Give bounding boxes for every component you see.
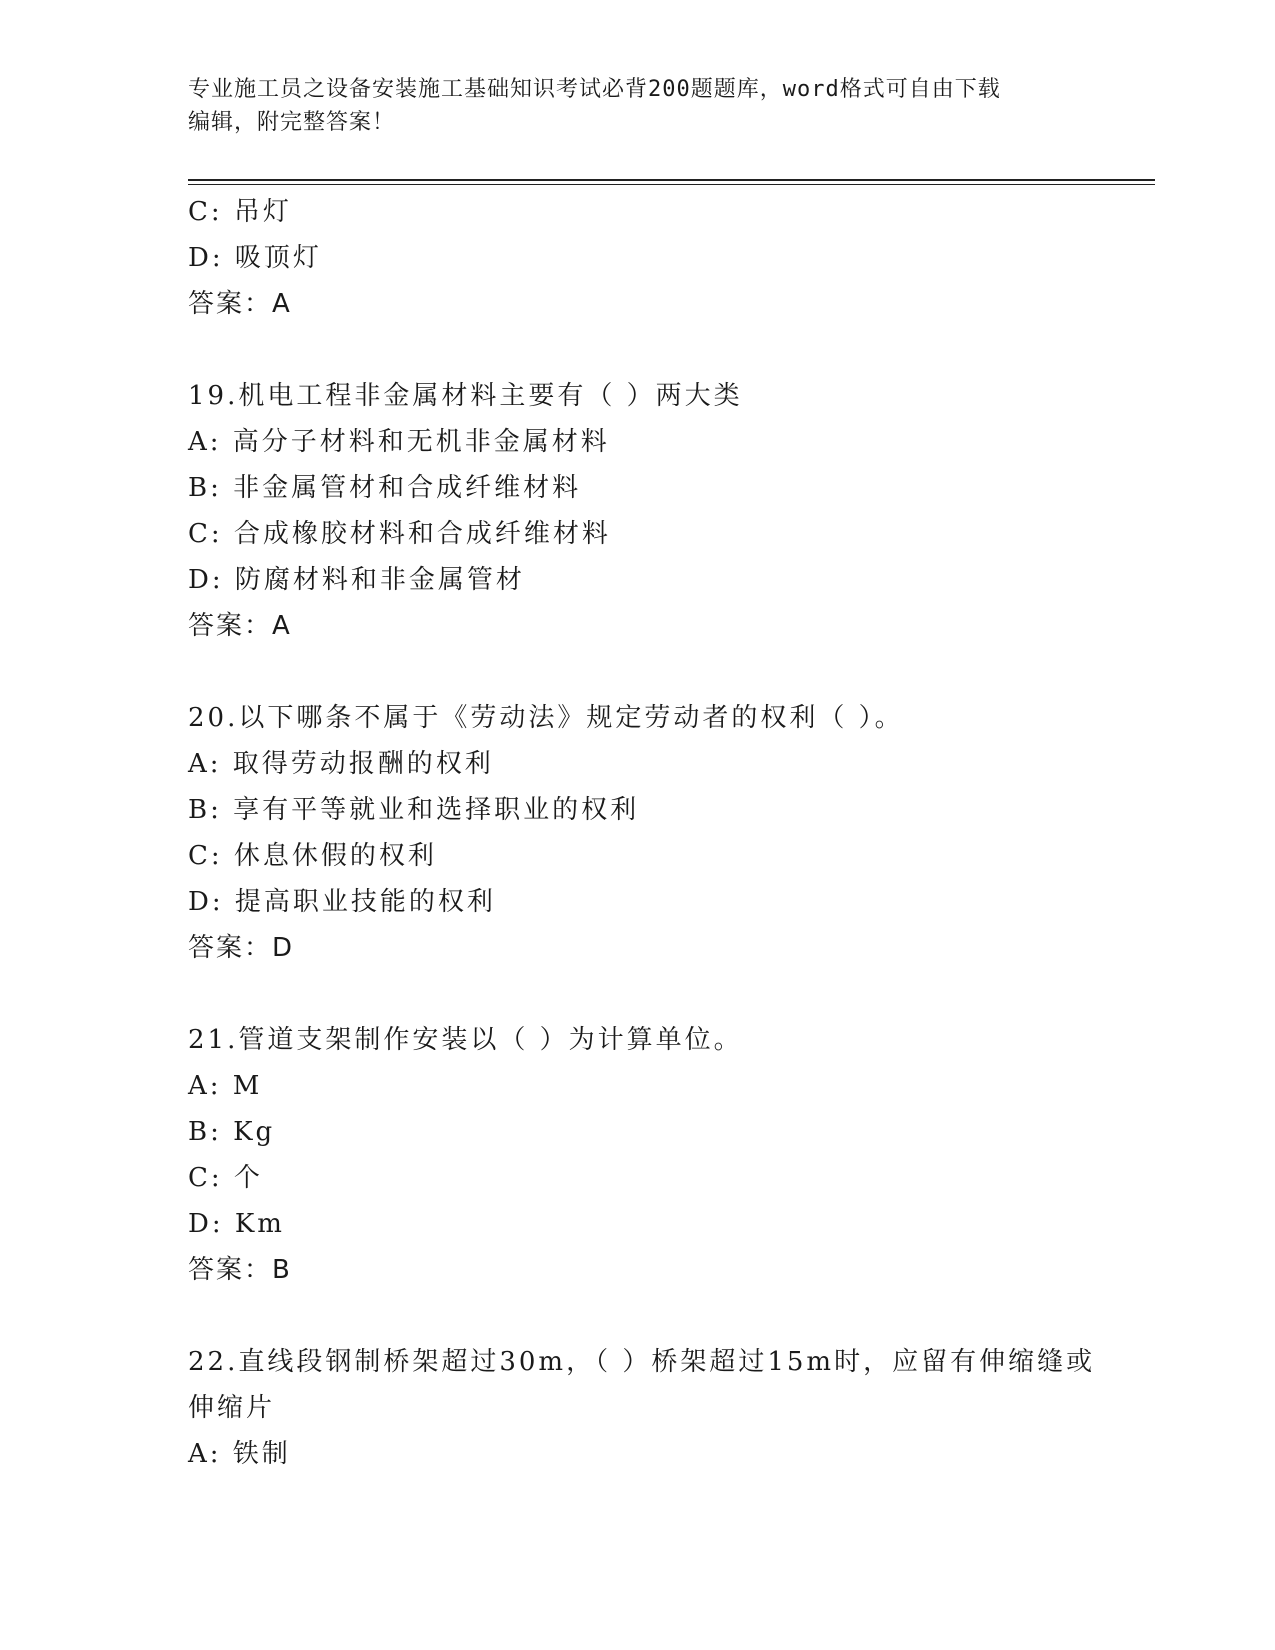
option-c: C: 个 — [188, 1163, 263, 1193]
question-20 — [188, 695, 1148, 971]
option-c: C: 休息休假的权利 — [188, 841, 437, 871]
question-18-partial — [188, 189, 1148, 327]
spacer — [188, 327, 1148, 373]
option-a: A: 高分子材料和无机非金属材料 — [188, 427, 610, 457]
option-c: C: 吊灯 — [188, 197, 292, 227]
option-b: B: 享有平等就业和选择职业的权利 — [188, 795, 640, 825]
header-divider-thin — [188, 184, 1155, 185]
question-stem-continued: 伸缩片 — [188, 1393, 276, 1423]
option-d: D: 吸顶灯 — [188, 243, 322, 273]
answer-label: 答案：B — [188, 1255, 292, 1285]
question-stem: 19.机电工程非金属材料主要有（ ）两大类 — [188, 381, 743, 411]
question-stem: 21.管道支架制作安装以（ ）为计算单位。 — [188, 1025, 743, 1055]
question-21 — [188, 1017, 1148, 1293]
option-a: A: 铁制 — [188, 1439, 291, 1469]
header-title-line-1: 专业施工员之设备安装施工基础知识考试必背200题题库，word格式可自由下载 — [188, 77, 1001, 102]
option-d: D: 防腐材料和非金属管材 — [188, 565, 525, 595]
option-d: D: Km — [188, 1209, 285, 1239]
question-stem: 22.直线段钢制桥架超过30m，（ ）桥架超过15m时，应留有伸缩缝或 — [188, 1347, 1096, 1377]
question-list — [188, 189, 1148, 1477]
document-header — [188, 73, 1088, 139]
option-a: A: 取得劳动报酬的权利 — [188, 749, 494, 779]
answer-label: 答案：A — [188, 289, 292, 319]
header-divider-thick — [188, 179, 1155, 181]
header-title-line-2: 编辑，附完整答案！ — [188, 110, 396, 135]
question-19 — [188, 373, 1148, 649]
option-c: C: 合成橡胶材料和合成纤维材料 — [188, 519, 611, 549]
answer-label: 答案：A — [188, 611, 292, 641]
spacer — [188, 971, 1148, 1017]
option-b: B: Kg — [188, 1117, 276, 1147]
answer-label: 答案：D — [188, 933, 295, 963]
spacer — [188, 649, 1148, 695]
option-b: B: 非金属管材和合成纤维材料 — [188, 473, 582, 503]
question-22 — [188, 1339, 1148, 1477]
spacer — [188, 1293, 1148, 1339]
question-stem: 20.以下哪条不属于《劳动法》规定劳动者的权利（ ）。 — [188, 703, 904, 733]
option-d: D: 提高职业技能的权利 — [188, 887, 496, 917]
option-a: A: M — [188, 1071, 263, 1101]
